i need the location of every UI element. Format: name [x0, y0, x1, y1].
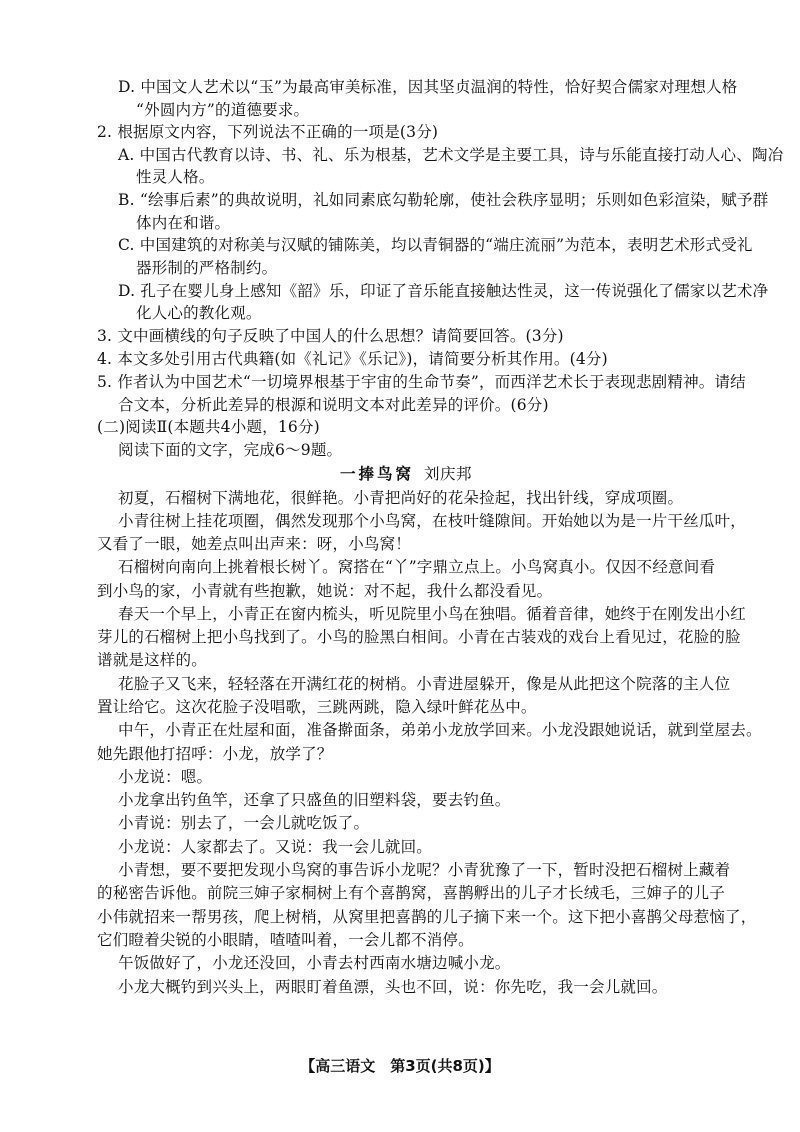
story-title: 一捧鸟窝: [340, 464, 415, 483]
story-line: 的秘密告诉他。前院三婶子家桐树上有个喜鹊窝，喜鹊孵出的儿子才长绒毛，三婶子的儿子: [97, 884, 726, 902]
story-line: 小青想，要不要把发现小鸟窝的事告诉小龙呢？小青犹豫了一下，暂时没把石榴树上藏着: [118, 861, 731, 879]
reading-2-instruction: 阅读下面的文字，完成6～9题。: [118, 441, 343, 459]
option-d-line2: “外圆内方”的道德要求。: [136, 101, 310, 119]
story-author: 刘庆邦: [424, 465, 473, 483]
q2-option-b-line2: 体内在和谐。: [136, 214, 231, 232]
story-line: 小青往树上挂花项圈，偶然发现那个小鸟窝，在枝叶缝隙间。开始她以为是一片干丝瓜叶，: [118, 512, 747, 530]
q2-option-a-line2: 性灵人格。: [136, 168, 215, 186]
story-line: 初夏，石榴树下满地花，很鲜艳。小青把尚好的花朵捡起，找出针线，穿成项圈。: [118, 489, 684, 507]
story-line: 小龙拿出钓鱼竿，还拿了只盛鱼的旧塑料袋，要去钓鱼。: [118, 791, 511, 809]
story-line: 小龙说：人家都去了。又说：我一会儿就回。: [118, 838, 433, 856]
story-line: 又看了一眼，她差点叫出声来：呀，小鸟窝！: [97, 535, 412, 553]
q2-option-d-line1: D. 孔子在婴儿身上感知《韶》乐，印证了音乐能直接触达性灵，这一传说强化了儒家以艺术净: [118, 282, 769, 300]
reading-2-heading: (二)阅读Ⅱ(本题共4小题，16分): [97, 418, 320, 436]
q2-option-c-line1: C. 中国建筑的对称美与汉赋的铺陈美，均以青铜器的“端庄流丽”为范本，表明艺术形式受礼: [118, 236, 753, 254]
story-line: 置让给它。这次花脸子没唱歌，三跳两跳，隐入绿叶鲜花丛中。: [97, 698, 537, 716]
story-line: 石榴树向南向上挑着根长树丫。窝搭在“丫”字鼎立点上。小鸟窝真小。仅因不经意间看: [118, 558, 716, 576]
story-line: 谱就是这样的。: [97, 651, 207, 669]
q2-option-d-line2: 化人心的教化观。: [136, 304, 262, 322]
q2-option-a-line1: A. 中国古代教育以诗、书、礼、乐为根基，艺术文学是主要工具，诗与乐能直接打动人心、陶冶: [118, 146, 784, 164]
page-footer: 【高三语文 第3页(共8页)】: [300, 1057, 500, 1075]
story-line: 花脸子又飞来，轻轻落在开满红花的树梢。小青进屋躲开，像是从此把这个院落的主人位: [118, 675, 731, 693]
story-line: 芽儿的石榴树上把小鸟找到了。小鸟的脸黑白相间。小青在古装戏的戏台上看见过，花脸的脸: [97, 628, 741, 646]
story-line: 到小鸟的家，小青就有些抱歉，她说：对不起，我什么都没看见。: [97, 582, 553, 600]
story-line: 中午，小青正在灶屋和面，准备擀面条，弟弟小龙放学回来。小龙没跟她说话，就到堂屋去。: [118, 721, 762, 739]
story-line: 她先跟他打招呼：小龙，放学了？: [97, 745, 333, 763]
question-5-line1: 5. 作者认为中国艺术“一切境界根基于宇宙的生命节奏”，而西洋艺术长于表现悲剧精神。请结: [97, 373, 746, 391]
q2-option-b-line1: B. “绘事后素”的典故说明，礼如同素底勾勒轮廓，使社会秩序显明；乐则如色彩渲染，赋予群: [118, 191, 769, 209]
story-line: 小龙大概钓到兴头上，两眼盯着鱼漂，头也不回，说：你先吃，我一会儿就回。: [118, 978, 668, 996]
story-line: 小青说：别去了，一会儿就吃饭了。: [118, 814, 370, 832]
story-line: 它们瞪着尖锐的小眼睛，喳喳叫着，一会儿都不消停。: [97, 931, 474, 949]
question-2-stem: 2. 根据原文内容，下列说法不正确的一项是(3分): [97, 123, 439, 141]
story-title-line: [340, 463, 472, 485]
story-line: 小龙说：嗯。: [118, 768, 213, 786]
question-5-line2: 合文本，分析此差异的根源和说明文本对此差异的评价。(6分): [118, 396, 549, 414]
question-3: 3. 文中画横线的句子反映了中国人的什么思想？请简要回答。(3分): [97, 327, 564, 345]
q2-option-c-line2: 器形制的严格制约。: [136, 259, 278, 277]
option-d-line1: D. 中国文人艺术以“玉”为最高审美标准，因其坚贞温润的特性，恰好契合儒家对理想人格: [118, 78, 738, 96]
story-line: 午饭做好了，小龙还没回，小青去村西南水塘边喊小龙。: [118, 954, 511, 972]
story-line: 小伟就招来一帮男孩，爬上树梢，从窝里把喜鹊的儿子摘下来一个。这下把小喜鹊父母惹恼了，: [97, 908, 757, 926]
story-line: 春天一个早上，小青正在窗内梳头，听见院里小鸟在独唱。循着音律，她终于在刚发出小红: [118, 605, 747, 623]
question-4: 4. 本文多处引用古代典籍(如《礼记》《乐记》)，请简要分析其作用。(4分): [97, 350, 608, 368]
